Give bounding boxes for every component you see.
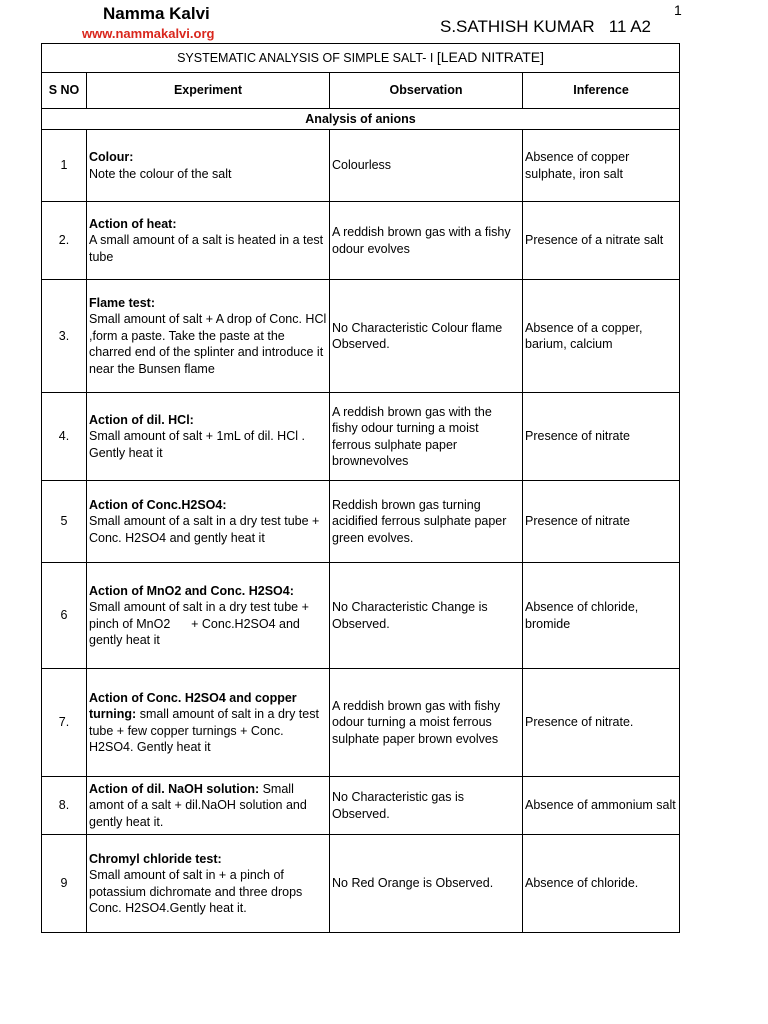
- cell-sno: 9: [42, 835, 87, 933]
- cell-inference: Absence of chloride, bromide: [523, 563, 680, 669]
- experiment-text: Small amount of a salt in a dry test tube + Conc. H2SO4 and gently heat it: [89, 514, 323, 545]
- table-row: [42, 130, 680, 202]
- analysis-table: [41, 43, 680, 933]
- table-row: [42, 669, 680, 777]
- experiment-text: Small amount of salt in + a pinch of potassium dichromate and three drops Conc. H2SO4.Gently heat it.: [89, 868, 306, 915]
- cell-sno: 8.: [42, 777, 87, 835]
- col-header-sno: S NO: [42, 73, 87, 109]
- cell-observation: A reddish brown gas with a fishy odour evolves: [330, 202, 523, 280]
- cell-inference: Absence of copper sulphate, iron salt: [523, 130, 680, 202]
- table-row: [42, 393, 680, 481]
- table-row: [42, 563, 680, 669]
- experiment-title: Action of Conc. H2SO4 and copper turning:: [89, 690, 297, 721]
- experiment-text: Small amount of salt + 1mL of dil. HCl . Gently heat it: [89, 429, 309, 460]
- cell-inference: Presence of a nitrate salt: [523, 202, 680, 280]
- cell-experiment: [87, 835, 330, 933]
- page-number: 1: [674, 2, 682, 18]
- cell-sno: 2.: [42, 202, 87, 280]
- cell-observation: A reddish brown gas with fishy odour turning a moist ferrous sulphate paper brown evolves: [330, 669, 523, 777]
- cell-experiment: [87, 669, 330, 777]
- cell-experiment: [87, 481, 330, 563]
- cell-experiment: [87, 130, 330, 202]
- section-title: Analysis of anions: [42, 109, 680, 130]
- experiment-title: Action of MnO2 and Conc. H2SO4:: [89, 583, 294, 598]
- table-row: [42, 481, 680, 563]
- cell-observation: Reddish brown gas turning acidified ferrous sulphate paper green evolves.: [330, 481, 523, 563]
- experiment-title: Action of dil. NaOH solution:: [89, 781, 260, 796]
- table-row: [42, 777, 680, 835]
- cell-observation: A reddish brown gas with the fishy odour turning a moist ferrous sulphate paper brownevolves: [330, 393, 523, 481]
- cell-sno: 7.: [42, 669, 87, 777]
- table-row: [42, 202, 680, 280]
- cell-inference: Presence of nitrate: [523, 481, 680, 563]
- experiment-text: Small amount of salt + A drop of Conc. HCl ,form a paste. Take the paste at the charred end of the splinter and introduce it near the Bunsen flame: [89, 312, 330, 376]
- cell-observation: No Characteristic gas is Observed.: [330, 777, 523, 835]
- cell-sno: 1: [42, 130, 87, 202]
- experiment-text: A small amount of a salt is heated in a test tube: [89, 233, 327, 264]
- author-class: S.SATHISH KUMAR 11 A2: [440, 17, 651, 36]
- cell-sno: 6: [42, 563, 87, 669]
- cell-experiment: [87, 280, 330, 393]
- brand-name: Namma Kalvi: [103, 4, 210, 23]
- col-header-experiment: Experiment: [87, 73, 330, 109]
- title-salt: [LEAD NITRATE]: [436, 49, 544, 66]
- cell-observation: Colourless: [330, 130, 523, 202]
- experiment-title: Action of Conc.H2SO4:: [89, 497, 227, 512]
- cell-sno: 3.: [42, 280, 87, 393]
- cell-experiment: [87, 563, 330, 669]
- cell-observation: No Red Orange is Observed.: [330, 835, 523, 933]
- experiment-title: Colour:: [89, 150, 134, 164]
- col-header-observation: Observation: [330, 73, 523, 109]
- header-row: [42, 73, 680, 109]
- cell-sno: 4.: [42, 393, 87, 481]
- cell-inference: Absence of a copper, barium, calcium: [523, 280, 680, 393]
- experiment-title: Flame test:: [89, 295, 155, 310]
- cell-observation: No Characteristic Change is Observed.: [330, 563, 523, 669]
- cell-experiment: [87, 393, 330, 481]
- cell-inference: Presence of nitrate.: [523, 669, 680, 777]
- table-title: [42, 44, 680, 73]
- cell-inference: Presence of nitrate: [523, 393, 680, 481]
- experiment-text: Small amount of salt in a dry test tube + pinch of MnO2 + Conc.H2SO4 and gently heat it: [89, 600, 313, 647]
- cell-inference: Absence of chloride.: [523, 835, 680, 933]
- section-row: [42, 109, 680, 130]
- cell-inference: Absence of ammonium salt: [523, 777, 680, 835]
- cell-experiment: [87, 202, 330, 280]
- cell-experiment: [87, 777, 330, 835]
- col-header-inference: Inference: [523, 73, 680, 109]
- experiment-text: small amount of salt in a dry test tube + few copper turnings + Conc. H2SO4. Gently heat it: [89, 707, 323, 754]
- site-url[interactable]: www.nammakalvi.org: [82, 26, 215, 41]
- experiment-title: Action of heat:: [89, 216, 177, 231]
- experiment-text: Note the colour of the salt: [89, 166, 232, 181]
- table-row: [42, 835, 680, 933]
- cell-observation: No Characteristic Colour flame Observed.: [330, 280, 523, 393]
- experiment-title: Action of dil. HCl:: [89, 412, 194, 427]
- table-row: [42, 280, 680, 393]
- experiment-title: Chromyl chloride test:: [89, 851, 222, 866]
- cell-sno: 5: [42, 481, 87, 563]
- title-main: SYSTEMATIC ANALYSIS OF SIMPLE SALT- I: [177, 51, 434, 66]
- experiment-text: Small amont of a salt + dil.NaOH solution and gently heat it.: [89, 781, 311, 829]
